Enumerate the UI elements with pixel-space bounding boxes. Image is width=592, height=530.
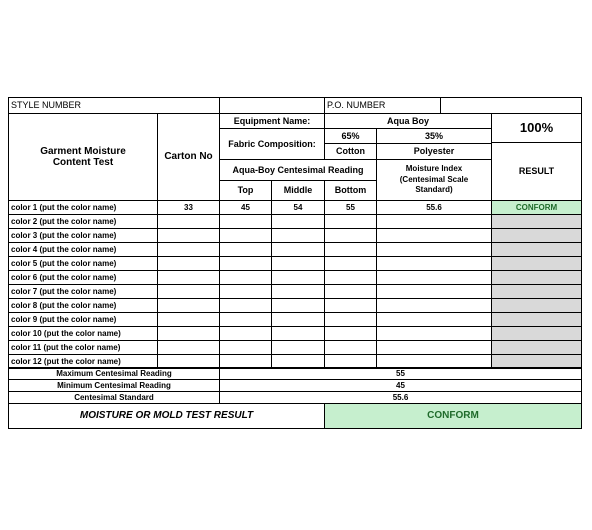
bottom-reading-cell[interactable] (324, 312, 377, 327)
equipment-name-label: Equipment Name: (219, 113, 325, 129)
col-top: Top (219, 180, 272, 201)
result-cell[interactable] (491, 298, 582, 313)
carton-no-cell[interactable] (157, 256, 220, 271)
color-name-cell: color 12 (put the color name) (8, 354, 158, 369)
middle-reading-cell[interactable] (271, 242, 325, 257)
top-reading-cell[interactable] (219, 214, 272, 229)
bottom-reading-cell[interactable] (324, 228, 377, 243)
po-number-label: P.O. NUMBER (324, 97, 441, 114)
reading-label: Aqua-Boy Centesimal Reading (219, 159, 377, 181)
moisture-index-cell[interactable]: 55.6 (376, 200, 492, 215)
top-reading-cell[interactable] (219, 340, 272, 355)
fabric-name-1: Cotton (324, 143, 377, 160)
middle-reading-cell[interactable] (271, 270, 325, 285)
carton-no-cell[interactable] (157, 340, 220, 355)
percent-value: 100% (491, 113, 582, 143)
max-reading-value: 55 (219, 367, 582, 380)
moisture-index-cell[interactable] (376, 298, 492, 313)
result-cell[interactable] (491, 270, 582, 285)
color-name-cell: color 10 (put the color name) (8, 326, 158, 341)
moisture-index-cell[interactable] (376, 242, 492, 257)
result-cell[interactable] (491, 340, 582, 355)
po-number-value[interactable] (440, 97, 582, 114)
carton-no-cell[interactable] (157, 326, 220, 341)
middle-reading-cell[interactable] (271, 228, 325, 243)
carton-no-cell[interactable] (157, 214, 220, 229)
color-name-cell: color 1 (put the color name) (8, 200, 158, 215)
moisture-index-cell[interactable] (376, 312, 492, 327)
top-reading-cell[interactable] (219, 270, 272, 285)
result-cell[interactable] (491, 312, 582, 327)
top-reading-cell[interactable] (219, 312, 272, 327)
top-reading-cell[interactable] (219, 256, 272, 271)
result-cell[interactable] (491, 256, 582, 271)
middle-reading-cell[interactable] (271, 284, 325, 299)
fabric-name-2: Polyester (376, 143, 492, 160)
result-label: RESULT (491, 142, 582, 201)
result-cell[interactable] (491, 326, 582, 341)
bottom-reading-cell[interactable] (324, 214, 377, 229)
middle-reading-cell[interactable]: 54 (271, 200, 325, 215)
fabric-composition-label: Fabric Composition: (219, 128, 325, 160)
middle-reading-cell[interactable] (271, 214, 325, 229)
carton-no-cell[interactable] (157, 228, 220, 243)
top-reading-cell[interactable] (219, 242, 272, 257)
final-result-label: MOISTURE OR MOLD TEST RESULT (8, 403, 325, 429)
col-middle: Middle (271, 180, 325, 201)
top-reading-cell[interactable] (219, 326, 272, 341)
equipment-name-value: Aqua Boy (324, 113, 492, 129)
result-cell[interactable] (491, 284, 582, 299)
result-cell[interactable] (491, 242, 582, 257)
fabric-pct-1: 65% (324, 128, 377, 144)
middle-reading-cell[interactable] (271, 326, 325, 341)
carton-no-cell[interactable] (157, 242, 220, 257)
bottom-reading-cell[interactable] (324, 298, 377, 313)
moisture-index-cell[interactable] (376, 326, 492, 341)
middle-reading-cell[interactable] (271, 312, 325, 327)
middle-reading-cell[interactable] (271, 298, 325, 313)
color-name-cell: color 9 (put the color name) (8, 312, 158, 327)
test-title: Garment Moisture Content Test (8, 113, 158, 201)
bottom-reading-cell[interactable] (324, 256, 377, 271)
bottom-reading-cell[interactable] (324, 340, 377, 355)
middle-reading-cell[interactable] (271, 256, 325, 271)
color-name-cell: color 7 (put the color name) (8, 284, 158, 299)
style-number-value[interactable] (219, 97, 325, 114)
top-reading-cell[interactable] (219, 298, 272, 313)
color-name-cell: color 8 (put the color name) (8, 298, 158, 313)
carton-no-cell[interactable] (157, 270, 220, 285)
moisture-index-cell[interactable] (376, 284, 492, 299)
bottom-reading-cell[interactable] (324, 284, 377, 299)
top-reading-cell[interactable] (219, 284, 272, 299)
top-reading-cell[interactable]: 45 (219, 200, 272, 215)
bottom-reading-cell[interactable] (324, 242, 377, 257)
bottom-reading-cell[interactable]: 55 (324, 200, 377, 215)
moisture-index-cell[interactable] (376, 270, 492, 285)
carton-no-cell[interactable] (157, 298, 220, 313)
moisture-index-cell[interactable] (376, 340, 492, 355)
color-name-cell: color 2 (put the color name) (8, 214, 158, 229)
min-reading-value: 45 (219, 379, 582, 392)
moisture-index-cell[interactable] (376, 228, 492, 243)
top-reading-cell[interactable] (219, 228, 272, 243)
fabric-pct-2: 35% (376, 128, 492, 144)
bottom-reading-cell[interactable] (324, 270, 377, 285)
carton-no-cell[interactable] (157, 312, 220, 327)
result-cell[interactable] (491, 214, 582, 229)
middle-reading-cell[interactable] (271, 340, 325, 355)
moisture-index-cell[interactable] (376, 256, 492, 271)
min-reading-label: Minimum Centesimal Reading (8, 379, 220, 392)
carton-no-cell[interactable]: 33 (157, 200, 220, 215)
carton-no-label: Carton No (157, 113, 220, 201)
result-cell[interactable] (491, 228, 582, 243)
standard-value: 55.6 (219, 391, 582, 404)
color-name-cell: color 6 (put the color name) (8, 270, 158, 285)
bottom-reading-cell[interactable] (324, 326, 377, 341)
color-name-cell: color 5 (put the color name) (8, 256, 158, 271)
col-bottom: Bottom (324, 180, 377, 201)
max-reading-label: Maximum Centesimal Reading (8, 367, 220, 380)
color-name-cell: color 11 (put the color name) (8, 340, 158, 355)
carton-no-cell[interactable] (157, 284, 220, 299)
standard-label: Centesimal Standard (8, 391, 220, 404)
style-number-label: STYLE NUMBER (8, 97, 220, 114)
color-name-cell: color 4 (put the color name) (8, 242, 158, 257)
moisture-index-label: Moisture Index (Centesimal Scale Standard) (376, 159, 492, 201)
color-name-cell: color 3 (put the color name) (8, 228, 158, 243)
final-result-value: CONFORM (324, 403, 582, 429)
moisture-index-cell[interactable] (376, 214, 492, 229)
result-cell[interactable]: CONFORM (491, 200, 582, 215)
